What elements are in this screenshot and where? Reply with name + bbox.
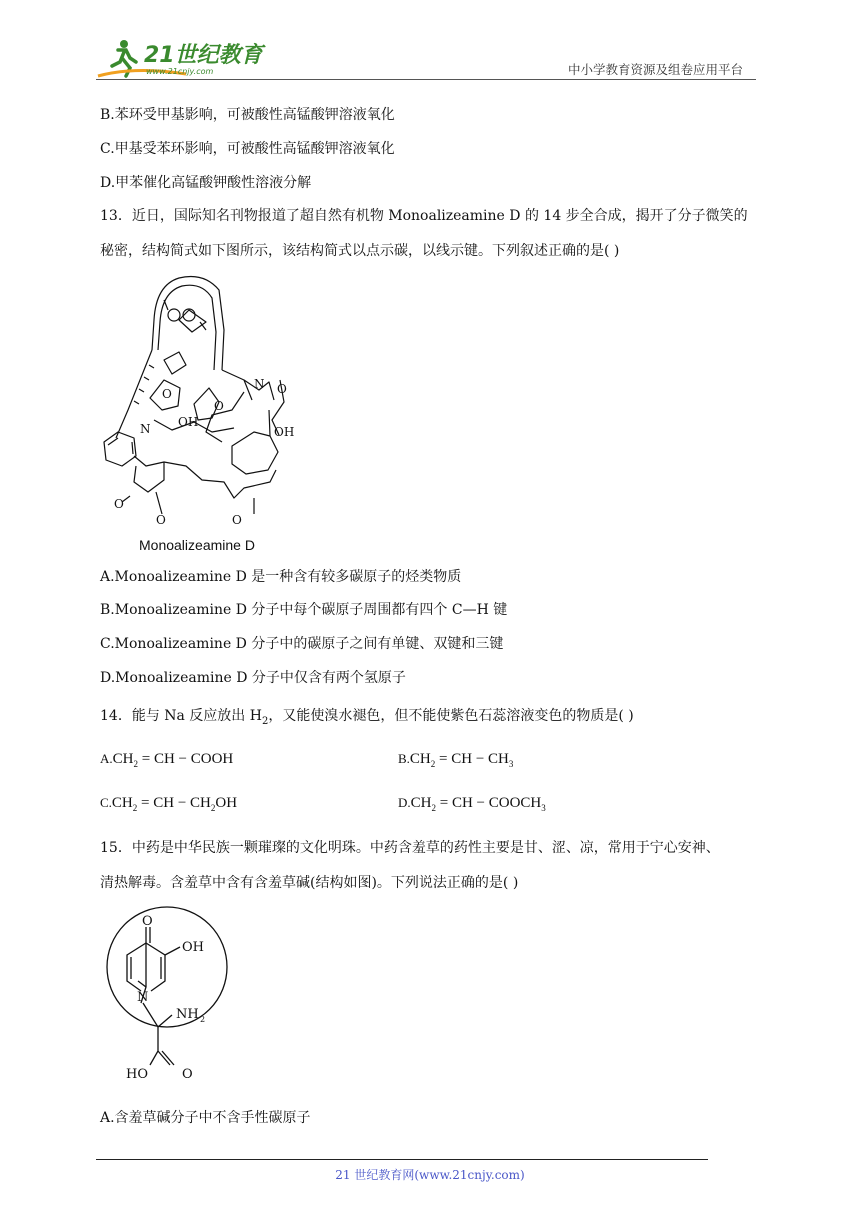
label-n-1: N [140,422,151,436]
q12-option-c: C.甲基受苯环影响，可被酸性高锰酸钾溶液氧化 [100,141,395,157]
label-ho: HO [126,1067,148,1082]
label-o-3: O [277,382,287,396]
label-o-6: O [232,513,242,527]
option-c-label: C. [100,795,112,810]
label-o-top: O [142,914,153,929]
site-logo [96,36,271,80]
logo-text: 21世纪教育 [144,43,263,68]
q14-stem [100,706,634,732]
label-o-bottom: O [182,1067,193,1082]
q14-option-a: $A.CH_2$ = CH − COOH [100,751,234,769]
footer-divider [96,1159,708,1160]
label-oh-2: OH [274,425,295,439]
label-o-2: O [214,399,224,413]
q14-option-c: $C.CH_2$ = CH − $CH_2OH$ [100,795,238,813]
label-o-1: O [162,387,172,401]
mimosine-structure [96,905,246,1095]
header-divider [96,79,756,80]
logo-url-text: www.21cnjy.com [146,67,214,76]
label-n-2: N [254,377,265,391]
q14-stem-sub: 2 [261,715,269,727]
label-o-5: O [156,513,166,527]
q13-option-b: B.Monoalizeamine D 分子中每个碳原子周围都有四个 C—H 键 [100,602,508,618]
option-b-label: B. [398,751,410,766]
option-d-label: D. [398,795,411,810]
q13-option-a: A.Monoalizeamine D 是一种含有较多碳原子的烃类物质 [100,569,462,585]
q14-stem-part1: 14．能与 Na 反应放出 H [100,708,262,724]
q14-option-d: $D.CH_2$ = CH − $COOCH_3$ [398,795,546,813]
q15-stem-line2: 清热解毒。含羞草中含有含羞草碱(结构如图)。下列说法正确的是( ) [100,875,519,891]
label-o-4: O [114,497,124,511]
label-n: N [137,990,149,1005]
q15-option-a: A.含羞草碱分子中不含手性碳原子 [100,1110,311,1126]
q15-stem-line1: 15．中药是中华民族一颗璀璨的文化明珠。中药含羞草的药性主要是甘、涩、凉，常用于宁心安神、 [100,840,720,856]
option-a-label: A. [100,751,113,766]
q13-stem-line1: 13．近日，国际知名刊物报道了超自然有机物 Monoalizeamine D 的 14 步全合成，揭开了分子微笑的 [100,208,748,224]
monoalizeamine-structure [94,270,309,532]
q14-stem-part2: ，又能使溴水褪色，但不能使紫色石蕊溶液变色的物质是( ) [268,708,634,724]
label-nh: NH [176,1007,199,1022]
q12-option-d: D.甲苯催化高锰酸钾酸性溶液分解 [100,175,312,191]
label-nh-sub: 2 [200,1015,206,1024]
q14-option-b: $B.CH_2$ = CH − $CH_3$ [398,751,514,769]
q13-option-d: D.Monoalizeamine D 分子中仅含有两个氢原子 [100,670,406,686]
q13-option-c: C.Monoalizeamine D 分子中的碳原子之间有单键、双键和三键 [100,636,504,652]
label-oh: OH [182,940,204,955]
site-title: 中小学教育资源及组卷应用平台 [568,62,744,77]
footer-text[interactable]: 21 世纪教育网(www.21cnjy.com) [335,1168,525,1182]
q13-stem-line2: 秘密，结构简式如下图所示，该结构简式以点示碳，以线示键。下列叙述正确的是( ) [100,243,620,259]
label-oh-1: OH [178,415,199,429]
q12-option-b: B.苯环受甲基影响，可被酸性高锰酸钾溶液氧化 [100,107,395,123]
q13-figure-caption: Monoalizeamine D [139,537,255,553]
